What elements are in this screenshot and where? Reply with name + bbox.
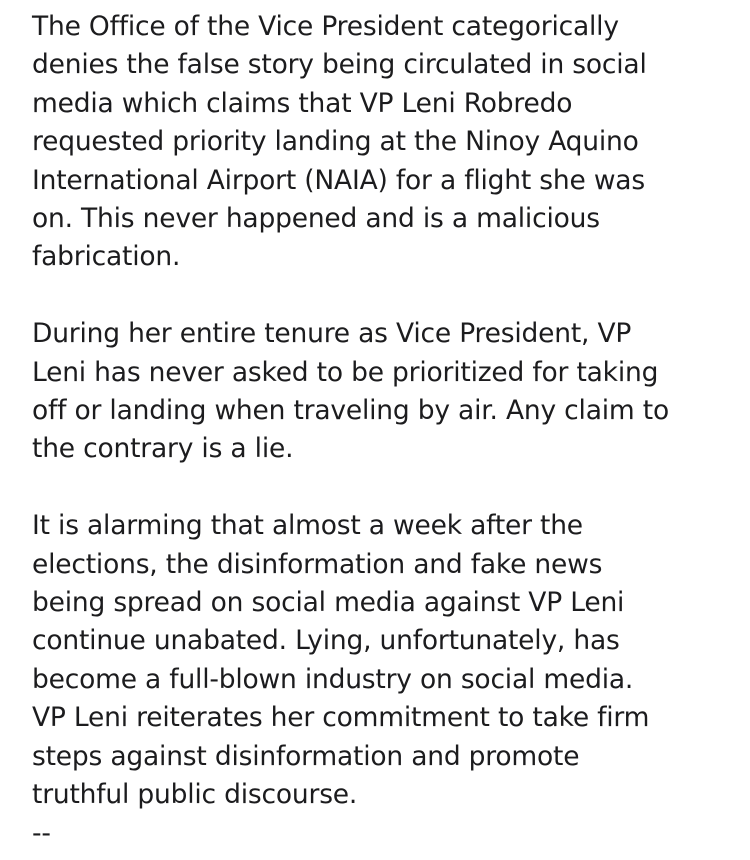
text-line: The Office of the Vice President categorically: [32, 11, 619, 42]
text-line: media which claims that VP Leni Robredo: [32, 87, 573, 119]
text-line: fabrication.: [32, 241, 181, 273]
text-line: on. This never happened and is a malicious: [32, 203, 600, 235]
post-body: [32, 8, 732, 853]
signature-separator: --: [32, 817, 51, 849]
text-line: Leni has never asked to be prioritized for taking: [32, 356, 659, 388]
text-line: It is alarming that almost a week after the: [32, 510, 583, 542]
text-line: VP Leni reiterates her commitment to take firm: [32, 702, 650, 734]
text-line: being spread on social media against VP Leni: [32, 587, 625, 619]
text-line: become a full-blown industry on social media.: [32, 663, 634, 695]
text-line: requested priority landing at the Ninoy Aquino: [32, 126, 639, 158]
text-line: the contrary is a lie.: [32, 433, 294, 465]
paragraph-2: [32, 315, 732, 469]
text-line: truthful public discourse.: [32, 779, 358, 811]
paragraph-3: [32, 507, 732, 814]
text-line: continue unabated. Lying, unfortunately, has: [32, 625, 620, 657]
paragraph-1: [32, 8, 732, 277]
text-line: steps against disinformation and promote: [32, 740, 580, 772]
text-line: International Airport (NAIA) for a flight she was: [32, 164, 645, 196]
text-line: elections, the disinformation and fake news: [32, 548, 603, 580]
text-line: off or landing when traveling by air. Any claim to: [32, 395, 669, 427]
text-line: denies the false story being circulated in social: [32, 49, 647, 81]
text-line: During her entire tenure as Vice President, VP: [32, 318, 632, 350]
